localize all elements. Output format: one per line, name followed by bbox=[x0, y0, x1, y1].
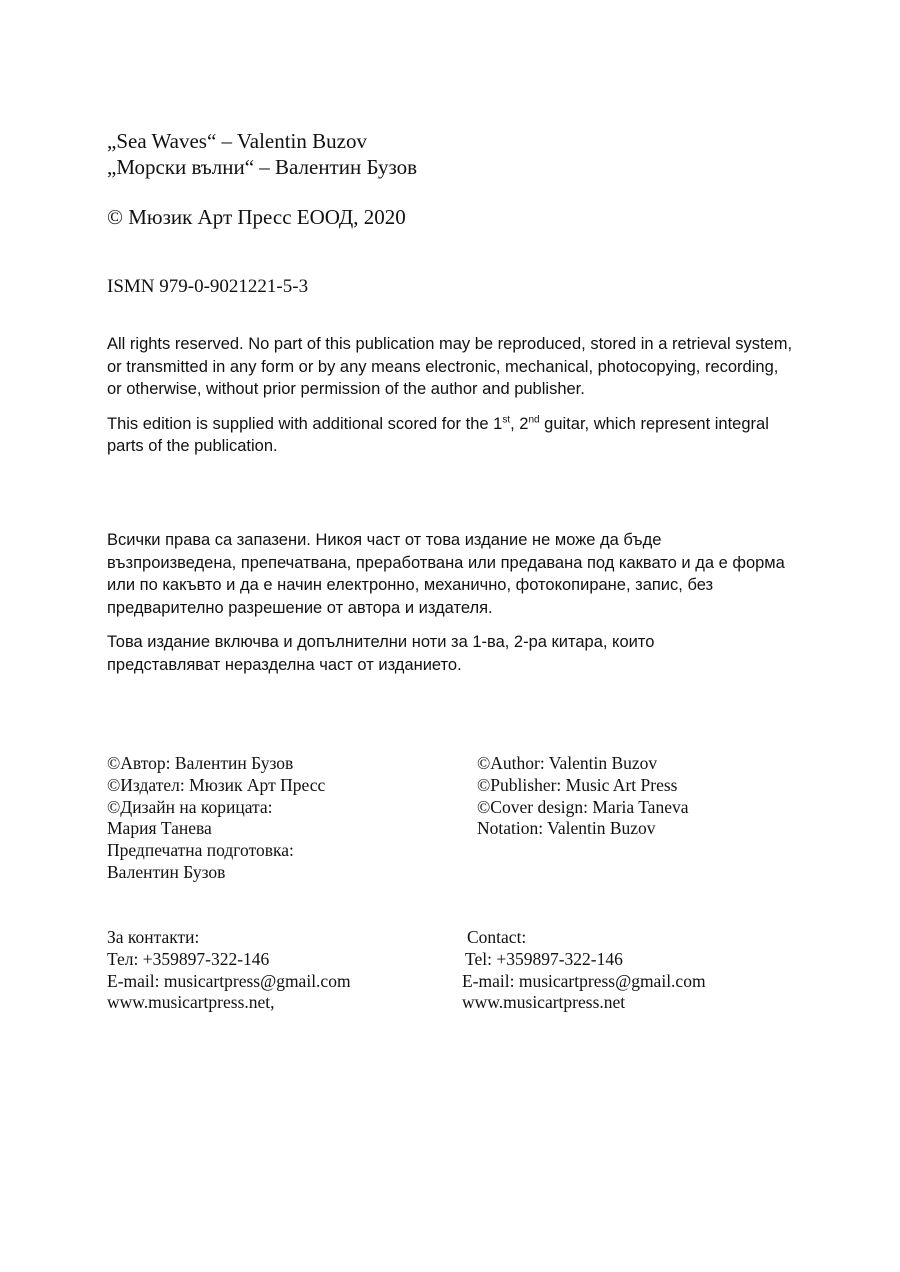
edition-text-en-part2: , 2 bbox=[510, 414, 529, 433]
credit-author-bg: ©Автор: Валентин Бузов bbox=[107, 753, 294, 773]
contact-heading-en: Contact: bbox=[467, 927, 527, 947]
english-rights-section bbox=[107, 333, 797, 458]
contact-heading-bg: За контакти: bbox=[107, 927, 200, 947]
credit-cover-design-en: ©Cover design: Maria Taneva bbox=[477, 796, 689, 817]
credit-publisher-en: ©Publisher: Music Art Press bbox=[477, 774, 678, 795]
credit-prepress-bg: Предпечатна подготовка: bbox=[107, 840, 294, 861]
contacts-english bbox=[462, 927, 706, 1014]
superscript-st: st bbox=[502, 414, 511, 426]
contact-website-bg: www.musicartpress.net, bbox=[107, 992, 275, 1013]
title-block bbox=[107, 128, 417, 180]
title-bulgarian: „Морски вълни“ – Валентин Бузов bbox=[107, 155, 418, 179]
contact-email-en: E-mail: musicartpress@gmail.com bbox=[462, 970, 706, 991]
edition-paragraph-bg: Това издание включва и допълнителни ноти за 1-ва, 2-ра китара, които представляват неразделна част от изданието. bbox=[107, 633, 655, 674]
contact-phone-bg: Тел: +359897-322-146 bbox=[107, 948, 270, 969]
edition-text-en-part3: guitar, which represent integral parts of the publication. bbox=[107, 414, 769, 456]
credit-author-en: ©Author: Valentin Buzov bbox=[477, 753, 658, 773]
contacts-bulgarian bbox=[107, 927, 351, 1014]
superscript-nd: nd bbox=[528, 414, 540, 426]
contact-email-bg: E-mail: musicartpress@gmail.com bbox=[107, 970, 351, 991]
credit-notation-en: Notation: Valentin Buzov bbox=[477, 818, 656, 839]
rights-paragraph-en: All rights reserved. No part of this publication may be reproduced, stored in a retrieval system, or transmitted in any form or by any means electronic, mechanical, photocopying, recording, or otherwise, without prior permission of the author and publisher. bbox=[107, 335, 793, 399]
credit-cover-design-bg: ©Дизайн на корицата: bbox=[107, 796, 273, 817]
title-english: „Sea Waves“ – Valentin Buzov bbox=[107, 129, 367, 153]
contact-phone-en: Tel: +359897-322-146 bbox=[465, 948, 623, 969]
edition-text-en-part1: This edition is supplied with additional scored for the 1 bbox=[107, 414, 503, 433]
copyright-line: © Мюзик Арт Пресс ЕООД, 2020 bbox=[107, 205, 406, 229]
ismn-number: ISMN 979-0-9021221-5-3 bbox=[107, 276, 309, 297]
credit-prepress-person-bg: Валентин Бузов bbox=[107, 861, 226, 882]
credit-cover-designer-bg: Мария Танева bbox=[107, 818, 212, 839]
edition-paragraph-en bbox=[107, 413, 797, 458]
contact-website-en: www.musicartpress.net bbox=[462, 992, 626, 1013]
bulgarian-rights-section bbox=[107, 529, 792, 677]
credits-english bbox=[477, 753, 688, 840]
credits-bulgarian bbox=[107, 753, 325, 884]
credit-publisher-bg: ©Издател: Мюзик Арт Пресс bbox=[107, 774, 326, 795]
rights-paragraph-bg: Всички права са запазени. Никоя част от това издание не може да бъде възпроизведена, препечатвана, преработвана или предавана под каквато и да е форма или по какъвто и да е начин електронно, механично, фотокопиране, запис, без предварително разрешение от автора и издателя. bbox=[107, 531, 785, 617]
